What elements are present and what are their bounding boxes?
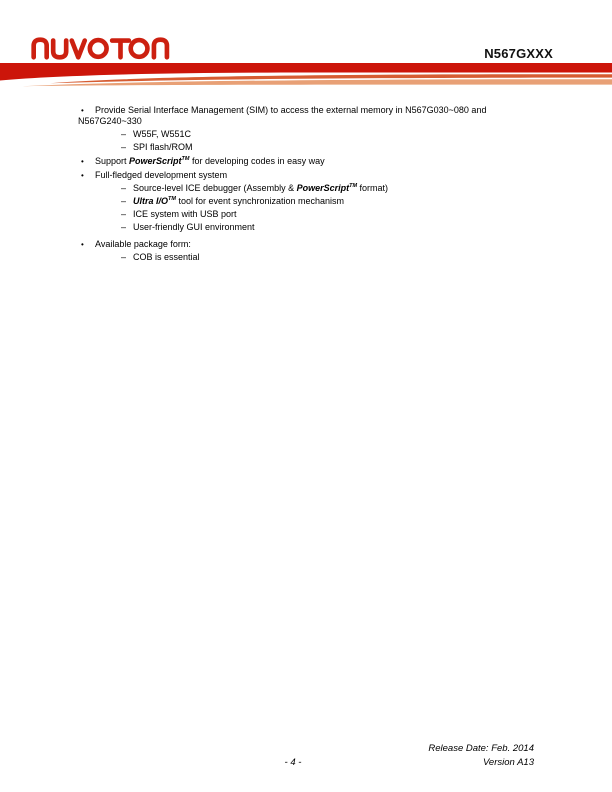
logo-letter-n xyxy=(34,40,47,58)
bullet-icon: • xyxy=(81,240,84,249)
version-label: Version A13 xyxy=(482,757,534,768)
dash-icon: – xyxy=(121,196,127,206)
trademark-symbol: TM xyxy=(168,196,176,202)
sub-bullet-item xyxy=(78,208,553,221)
sub-bullet-item xyxy=(78,195,553,208)
trademark-symbol: TM xyxy=(349,183,358,189)
bullet-item xyxy=(78,169,553,182)
dash-icon: – xyxy=(121,222,127,232)
sub-bullet-text: User-friendly GUI environment xyxy=(133,222,255,232)
text-segment: Support xyxy=(95,156,130,166)
bullet-text-continued: N567G240~330 xyxy=(78,116,142,126)
bullet-icon: • xyxy=(81,157,84,166)
bullet-text xyxy=(95,155,325,168)
sub-bullet-text: SPI flash/ROM xyxy=(133,142,193,152)
sub-bullet-item xyxy=(78,221,553,234)
bullet-item xyxy=(78,104,553,117)
document-number: N567GXXX xyxy=(484,46,553,61)
indent-spacer xyxy=(78,128,121,141)
indent-spacer xyxy=(78,141,121,154)
logo-letter-o xyxy=(131,40,148,57)
sub-bullet-item xyxy=(78,128,553,141)
bullet-icon: • xyxy=(81,171,84,180)
brand-name: Ultra I/O xyxy=(133,196,169,206)
sub-bullet-item xyxy=(78,141,553,154)
sub-bullet-text xyxy=(133,195,344,208)
indent-spacer xyxy=(78,195,121,208)
header-banner-swoosh xyxy=(0,63,612,88)
sub-bullet-item xyxy=(78,182,553,195)
logo-letter-v xyxy=(72,41,85,58)
logo-letter-o xyxy=(90,40,107,57)
text-segment: tool for event synchronization mechanism xyxy=(175,196,345,206)
dash-icon: – xyxy=(121,183,127,193)
nuvoton-logo xyxy=(30,35,172,61)
sub-bullet-text xyxy=(133,182,388,195)
indent-spacer xyxy=(78,221,121,234)
sub-bullet-text: COB is essential xyxy=(133,252,200,262)
sub-bullet-text: ICE system with USB port xyxy=(133,209,237,219)
sub-bullet-text: W55F, W551C xyxy=(133,129,192,139)
text-segment: format) xyxy=(357,183,389,193)
trademark-symbol: TM xyxy=(181,156,190,162)
logo-letter-n xyxy=(154,40,167,58)
logo-letter-u xyxy=(53,41,66,58)
bullet-icon: • xyxy=(81,106,84,115)
text-segment: Source-level ICE debugger (Assembly & xyxy=(133,183,297,193)
dash-icon: – xyxy=(121,142,127,152)
release-date: Release Date: Feb. 2014 xyxy=(428,743,534,754)
text-segment: for developing codes in easy way xyxy=(189,156,325,166)
indent-spacer xyxy=(78,208,121,221)
feature-list xyxy=(78,104,553,264)
dash-icon: – xyxy=(121,252,127,262)
sub-bullet-item xyxy=(78,251,553,264)
indent-spacer xyxy=(78,251,121,264)
bullet-item xyxy=(78,238,553,251)
dash-icon: – xyxy=(121,209,127,219)
logo-letter-t xyxy=(112,41,129,58)
bullet-text: Available package form: xyxy=(95,239,191,249)
brand-name: PowerScript xyxy=(296,183,350,193)
bullet-text: Provide Serial Interface Management (SIM) to access the external memory in N567G030~080 and xyxy=(95,105,487,115)
page-number: - 4 - xyxy=(284,757,302,768)
bullet-item xyxy=(78,155,553,168)
dash-icon: – xyxy=(121,129,127,139)
indent-spacer xyxy=(78,182,121,195)
bullet-text: Full-fledged development system xyxy=(95,170,228,180)
brand-name: PowerScript xyxy=(129,156,182,166)
